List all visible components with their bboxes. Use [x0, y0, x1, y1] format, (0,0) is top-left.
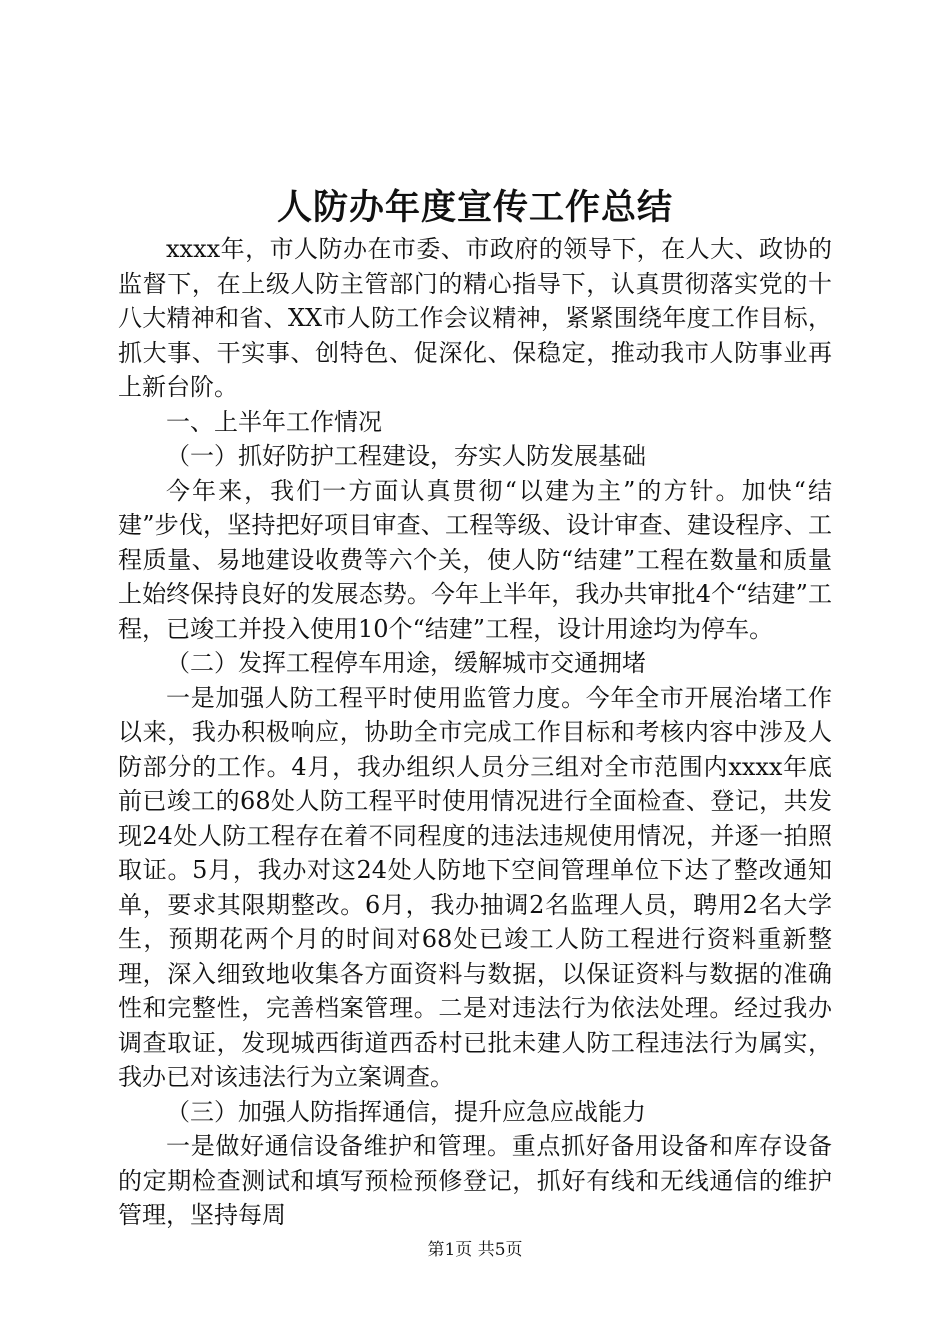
paragraph-communication: 一是做好通信设备维护和管理。重点抓好备用设备和库存设备的定期检查测试和填写预检预修登记，抓好有线和无线通信的维护管理，坚持每周 — [118, 1132, 832, 1229]
document-body — [118, 232, 832, 1233]
paragraph-parking: 一是加强人防工程平时使用监管力度。今年全市开展治堵工作以来，我办积极响应，协助全市完成工作目标和考核内容中涉及人防部分的工作。4月，我办组织人员分三组对全市范围内xxxx年底前已竣工的68处人防工程平时使用情况进行全面检查、登记，共发现24处人防工程存在着不同程度的违法违规使用情况，并逐一拍照取证。5月，我办对这24处人防地下空间管理单位下达了整改通知单，要求其限期整改。6月，我办抽调2名监理人员，聘用2名大学生，预期花两个月的时间对68处已竣工人防工程进行资料重新整理，深入细致地收集各方面资料与数据，以保证资料与数据的准确性和完整性，完善档案管理。二是对违法行为依法处理。经过我办调查取证，发现城西街道西岙村已批未建人防工程违法行为属实，我办已对该违法行为立案调查。 — [118, 683, 832, 1091]
paragraph-intro: xxxx年，市人防办在市委、市政府的领导下，在人大、政协的监督下，在上级人防主管部门的精心指导下，认真贯彻落实党的十八大精神和省、XX市人防工作会议精神，紧紧围绕年度工作目标，抓大事、干实事、创特色、促深化、保稳定，推动我市人防事业再上新台阶。 — [118, 235, 832, 401]
page-indicator: 第1页 共5页 — [427, 1240, 523, 1260]
paragraph-construction: 今年来，我们一方面认真贯彻“以建为主”的方针。加快“结建”步伐，坚持把好项目审查、工程等级、设计审查、建设程序、工程质量、易地建设收费等六个关，使人防“结建”工程在数量和质量上始终保持良好的发展态势。今年上半年，我办共审批4个“结建”工程，已竣工并投入使用10个“结建”工程，设计用途均为停车。 — [118, 476, 832, 643]
section-heading-1: 一、上半年工作情况 — [166, 407, 382, 436]
subsection-heading-3: （三）加强人防指挥通信，提升应急应战能力 — [166, 1097, 646, 1126]
document-title: 人防办年度宣传工作总结 — [276, 187, 673, 228]
subsection-heading-2: （二）发挥工程停车用途，缓解城市交通拥堵 — [166, 649, 646, 677]
subsection-heading-1: （一）抓好防护工程建设，夯实人防发展基础 — [166, 442, 646, 470]
